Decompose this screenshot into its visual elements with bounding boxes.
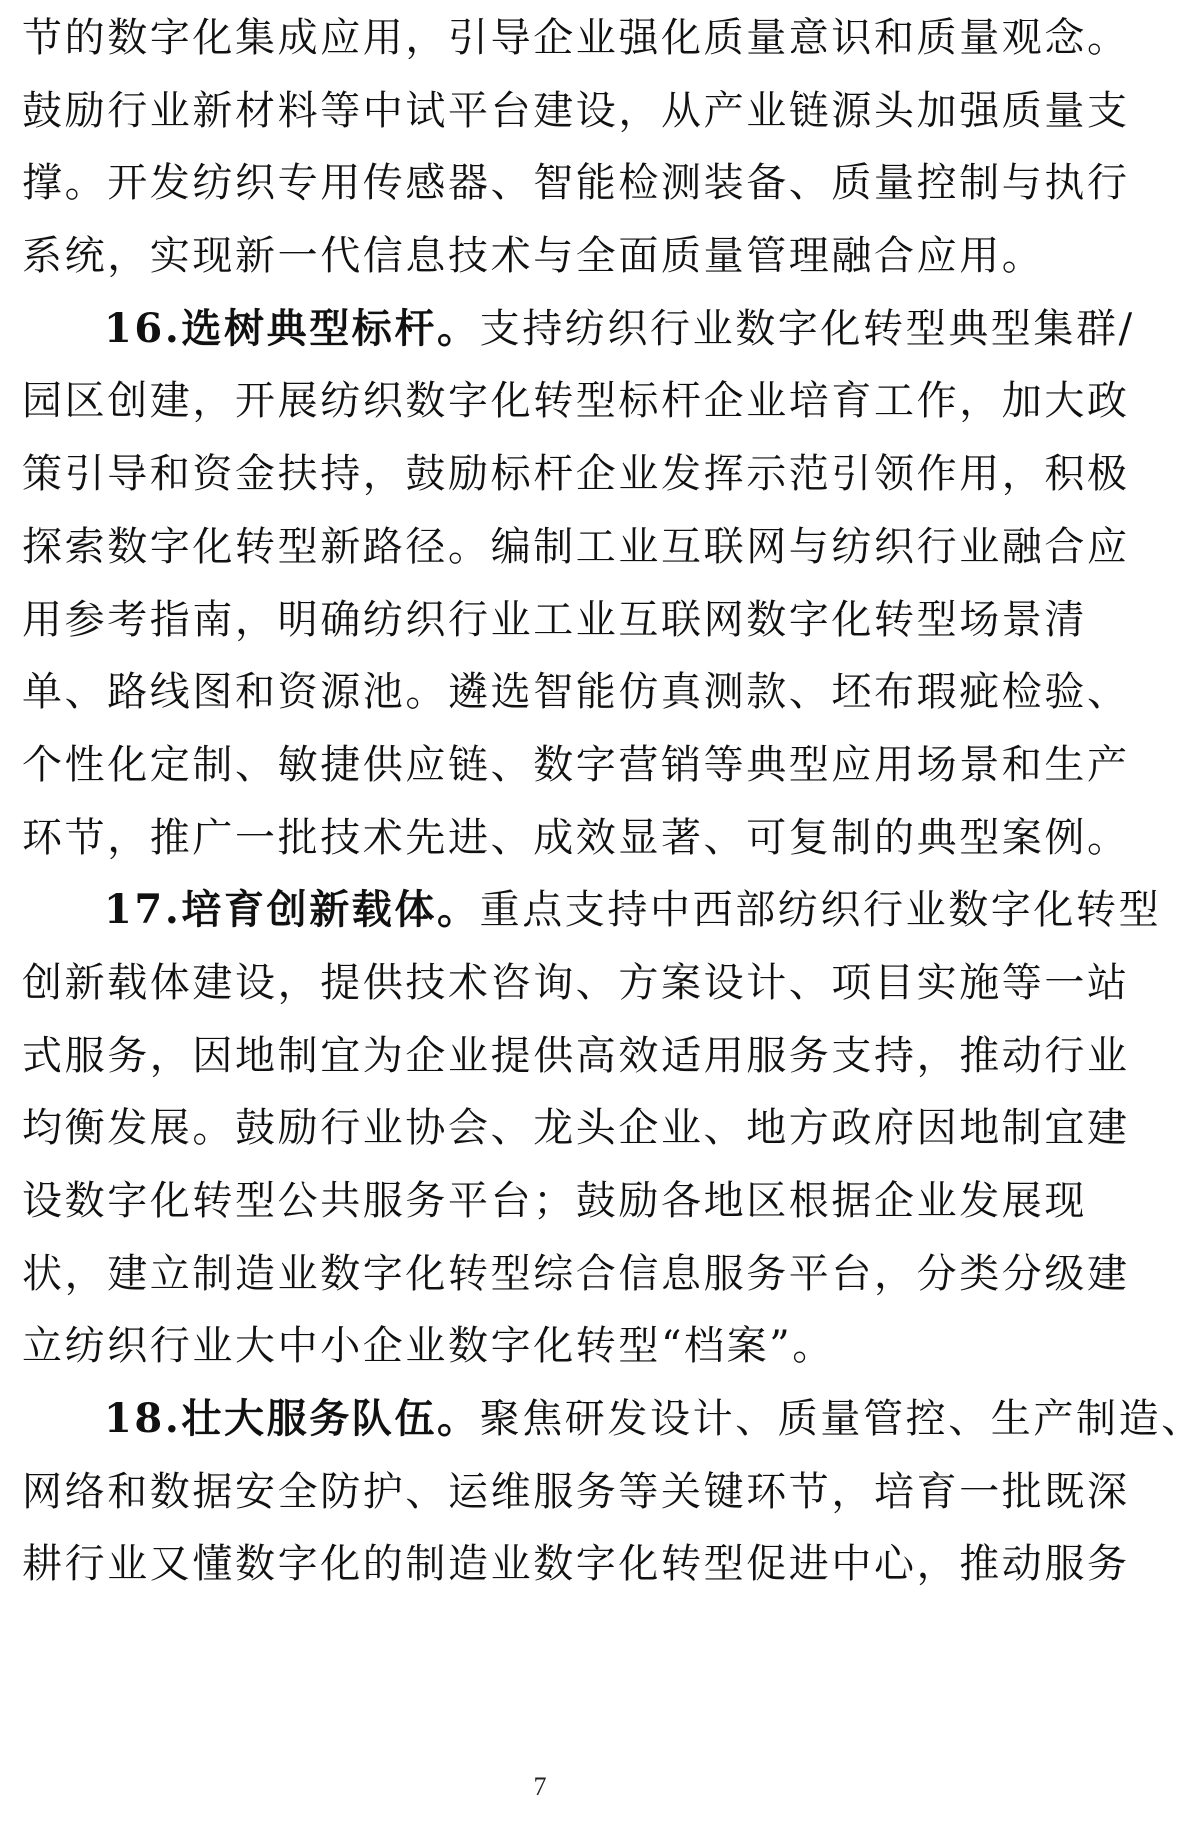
item-16-text: 支持纺织行业数字化转型典型集群/ bbox=[479, 305, 1135, 352]
text-line: 立纺织行业大中小企业数字化转型“档案”。 bbox=[22, 1323, 835, 1370]
text-line: 式服务，因地制宜为企业提供高效适用服务支持，推动行业 bbox=[22, 1032, 1130, 1079]
item-18-text: 聚焦研发设计、质量管控、生产制造、 bbox=[479, 1396, 1204, 1443]
text-line: 策引导和资金扶持，鼓励标杆企业发挥示范引领作用，积极 bbox=[22, 451, 1130, 498]
text-line: 耕行业又懂数字化的制造业数字化转型促进中心，推动服务 bbox=[22, 1541, 1130, 1588]
item-16-heading: 16.选树典型标杆。 bbox=[104, 304, 480, 352]
text-line: 用参考指南，明确纺织行业工业互联网数字化转型场景清 bbox=[22, 596, 1087, 643]
text-line: 个性化定制、敏捷供应链、数字营销等典型应用场景和生产 bbox=[22, 741, 1130, 788]
item-18-first-line bbox=[22, 1383, 1204, 1456]
page-number: 7 bbox=[533, 1772, 547, 1801]
text-line: 系统，实现新一代信息技术与全面质量管理融合应用。 bbox=[22, 233, 1045, 280]
text-line: 节的数字化集成应用，引导企业强化质量意识和质量观念。 bbox=[22, 15, 1130, 61]
text-line: 环节，推广一批技术先进、成效显著、可复制的典型案例。 bbox=[22, 814, 1130, 861]
text-line: 均衡发展。鼓励行业协会、龙头企业、地方政府因地制宜建 bbox=[22, 1105, 1130, 1152]
item-18-heading: 18.壮大服务队伍。 bbox=[104, 1395, 480, 1443]
text-line: 探索数字化转型新路径。编制工业互联网与纺织行业融合应 bbox=[22, 523, 1130, 570]
text-line: 撑。开发纺织专用传感器、智能检测装备、质量控制与执行 bbox=[22, 160, 1130, 207]
text-line: 园区创建，开展纺织数字化转型标杆企业培育工作，加大政 bbox=[22, 378, 1130, 425]
text-line: 网络和数据安全防护、运维服务等关键环节，培育一批既深 bbox=[22, 1468, 1130, 1515]
text-line: 设数字化转型公共服务平台；鼓励各地区根据企业发展现 bbox=[22, 1178, 1087, 1224]
item-17-heading: 17.培育创新载体。 bbox=[104, 886, 480, 934]
text-line: 创新载体建设，提供技术咨询、方案设计、项目实施等一站 bbox=[22, 959, 1130, 1006]
text-line: 单、路线图和资源池。遴选智能仿真测款、坯布瑕疵检验、 bbox=[22, 669, 1130, 716]
item-16-first-line bbox=[22, 293, 1135, 366]
body-text bbox=[22, 2, 1204, 1601]
item-17-first-line bbox=[22, 874, 1162, 947]
item-17-text: 重点支持中西部纺织行业数字化转型 bbox=[479, 887, 1162, 934]
text-line: 状，建立制造业数字化转型综合信息服务平台，分类分级建 bbox=[22, 1250, 1130, 1297]
text-line: 鼓励行业新材料等中试平台建设，从产业链源头加强质量支 bbox=[22, 87, 1130, 134]
